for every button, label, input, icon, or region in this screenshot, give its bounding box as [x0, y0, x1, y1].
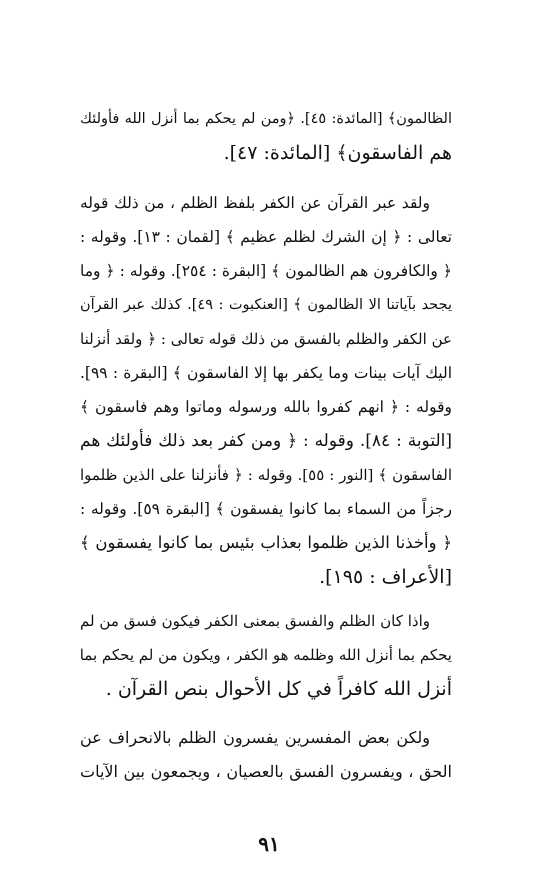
paragraph-line: ﴿ وأخذنا الذين ظلموا بعذاب بئيس بما كانوا يفسقون ﴾: [80, 533, 452, 552]
paragraph-line: ولقد عبر القرآن عن الكفر بلفظ الظلم ، من ذلك قوله: [80, 194, 430, 212]
paragraph-line: [التوبة : ٨٤]. وقوله : ﴿ ومن كفر بعد ذلك فأولئك هم: [80, 431, 452, 451]
paragraph-line: الحق ، ويفسرون الفسق بالعصيان ، ويجمعون بين الآيات: [80, 762, 452, 781]
paragraph-3: [80, 604, 452, 706]
paragraph-line: عن الكفر والظلم بالفسق من ذلك قوله تعالى : ﴿ ولقد أنزلنا: [80, 330, 452, 348]
paragraph-line: تعالى : ﴿ إن الشرك لظلم عظيم ﴾ [لقمان : ١٣]. وقوله :: [80, 228, 452, 246]
paragraph-4: [80, 721, 452, 789]
paragraph-line: واذا كان الظلم والفسق بمعنى الكفر فيكون فسق من لم: [80, 612, 430, 630]
paragraph-line: الظالمون﴾ [المائدة: ٤٥]. ﴿ومن لم يحكم بما أنزل الله فأولئك: [80, 111, 452, 127]
paragraph-line: أنزل الله كافراً في كل الأحوال بنص القرآن .: [105, 678, 452, 700]
paragraph-line: اليك آيات بينات وما يكفر بها إلا الفاسقون ﴾ [البقرة : ٩٩].: [80, 364, 452, 382]
paragraph-line: ﴿ والكافرون هم الظالمون ﴾ [البقرة : ٢٥٤]. وقوله : ﴿ وما: [80, 262, 452, 280]
paragraph-line: هم الفاسقون﴾ [المائدة: ٤٧].: [223, 142, 452, 164]
paragraph-1: [80, 102, 452, 170]
paragraph-line: وقوله : ﴿ انهم كفروا بالله ورسوله وماتوا وهم فاسقون ﴾: [80, 398, 452, 416]
paragraph-line: الفاسقون ﴾ [النور : ٥٥]. وقوله : ﴿ فأنزلنا على الذين ظلموا: [80, 466, 452, 484]
paragraph-line: يحكم بما أنزل الله وظلمه هو الكفر ، ويكون من لم يحكم بما: [80, 646, 452, 664]
paragraph-line: يجحد بآياتنا الا الظالمون ﴾ [العنكبوت : ٤٩]. كذلك عبر القرآن: [80, 297, 452, 313]
page-number: ٩١: [258, 832, 280, 856]
paragraph-line: [الأعراف : ١٩٥].: [319, 566, 452, 588]
paragraph-line: ولكن بعض المفسرين يفسرون الظلم بالانحراف عن: [80, 728, 430, 747]
paragraph-2: [80, 186, 452, 594]
paragraph-line: رجزاً من السماء بما كانوا يفسقون ﴾ [البقرة ٥٩]. وقوله :: [80, 500, 452, 518]
